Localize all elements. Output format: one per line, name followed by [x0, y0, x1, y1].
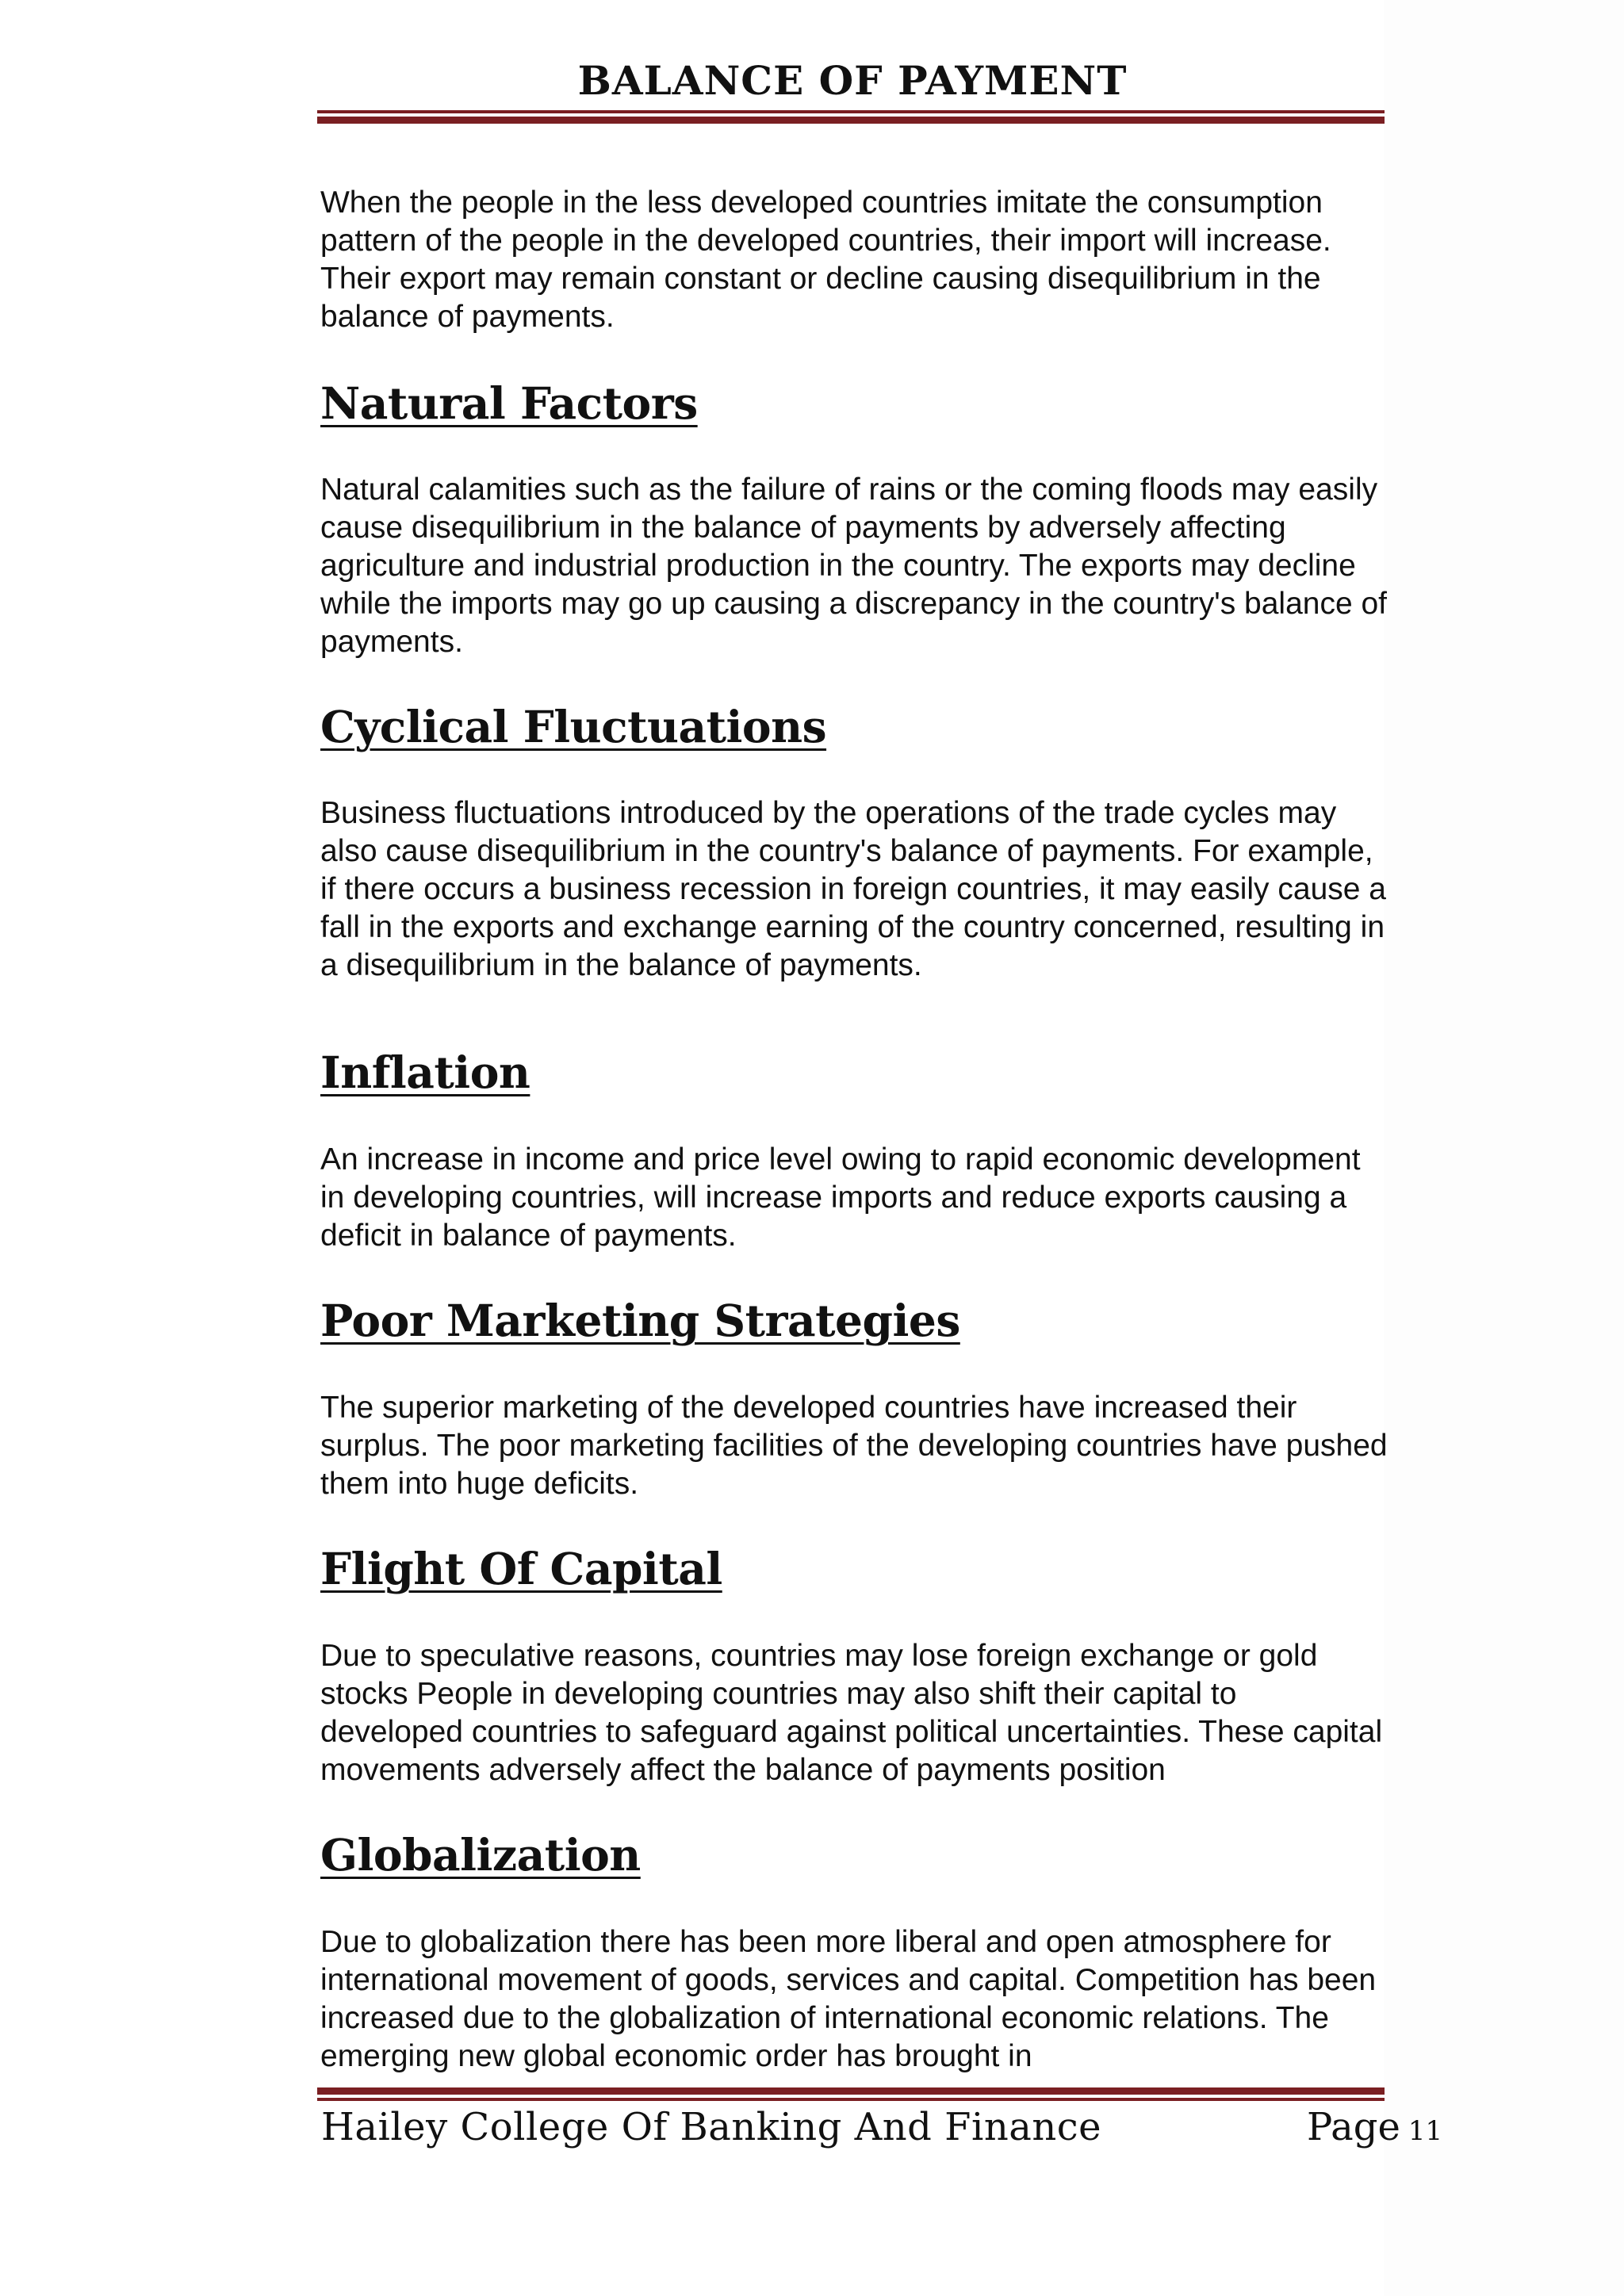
intro-paragraph: When the people in the less developed countries imitate the consumption pattern of the people in the developed countries, their import will increase. Their export may remain constant or decline causing disequilibrium in the balance of payments. [320, 186, 1331, 334]
section-paragraph: Due to speculative reasons, countries may lose foreign exchange or gold stocks People in developing countries may also shift their capital to developed countries to safeguard against political uncertainties. These capital movements adversely affect the balance of payments position [320, 1639, 1383, 1787]
footer-page-number [1307, 2105, 1442, 2149]
section-heading: Natural Factors [320, 377, 698, 429]
section-paragraph: Business fluctuations introduced by the operations of the trade cycles may also cause disequilibrium in the country's balance of payments. For example, if there occurs a business recession in foreign countries, it may easily cause a fall in the exports and exchange earning of the country concerned, resulting in a disequilibrium in the balance of payments. [320, 796, 1386, 982]
section-heading: Inflation [320, 1047, 530, 1098]
section-flight-of-capital [320, 1543, 1388, 1594]
section-heading: Flight Of Capital [320, 1543, 722, 1594]
section-inflation [320, 1047, 1388, 1098]
section-heading: Cyclical Fluctuations [320, 701, 827, 752]
section-paragraph: The superior marketing of the developed countries have increased their surplus. The poor marketing facilities of the developing countries have pushed them into huge deficits. [320, 1391, 1388, 1501]
footer-institution: Hailey College Of Banking And Finance [321, 2105, 1102, 2149]
section-paragraph: Due to globalization there has been more liberal and open atmosphere for international movement of goods, services and capital. Competition has been increased due to the globalization of international economic relations. The emerging new global economic order has brought in [320, 1925, 1377, 2073]
header-divider [317, 110, 1385, 124]
section-paragraph: An increase in income and price level owing to rapid economic development in developing countries, will increase imports and reduce exports causing a deficit in balance of payments. [320, 1142, 1361, 1253]
section-natural-factors [320, 377, 1388, 429]
page-label: Page [1307, 2105, 1400, 2149]
section-cyclical-fluctuations [320, 701, 1388, 752]
page-margin-shade [1384, 0, 1624, 2296]
section-heading: Globalization [320, 1829, 641, 1881]
section-poor-marketing-strategies [320, 1295, 1388, 1346]
running-header-title: BALANCE OF PAYMENT [577, 57, 1128, 104]
section-paragraph: Natural calamities such as the failure of rains or the coming floods may easily cause disequilibrium in the balance of payments by adversely affecting agriculture and industrial production in the country. The exports may decline while the imports may go up causing a discrepancy in the country's balance of payments. [320, 473, 1388, 659]
section-globalization [320, 1829, 1388, 1881]
section-heading: Poor Marketing Strategies [320, 1295, 960, 1346]
page-number: 11 [1408, 2115, 1443, 2147]
footer-divider [317, 2087, 1385, 2101]
